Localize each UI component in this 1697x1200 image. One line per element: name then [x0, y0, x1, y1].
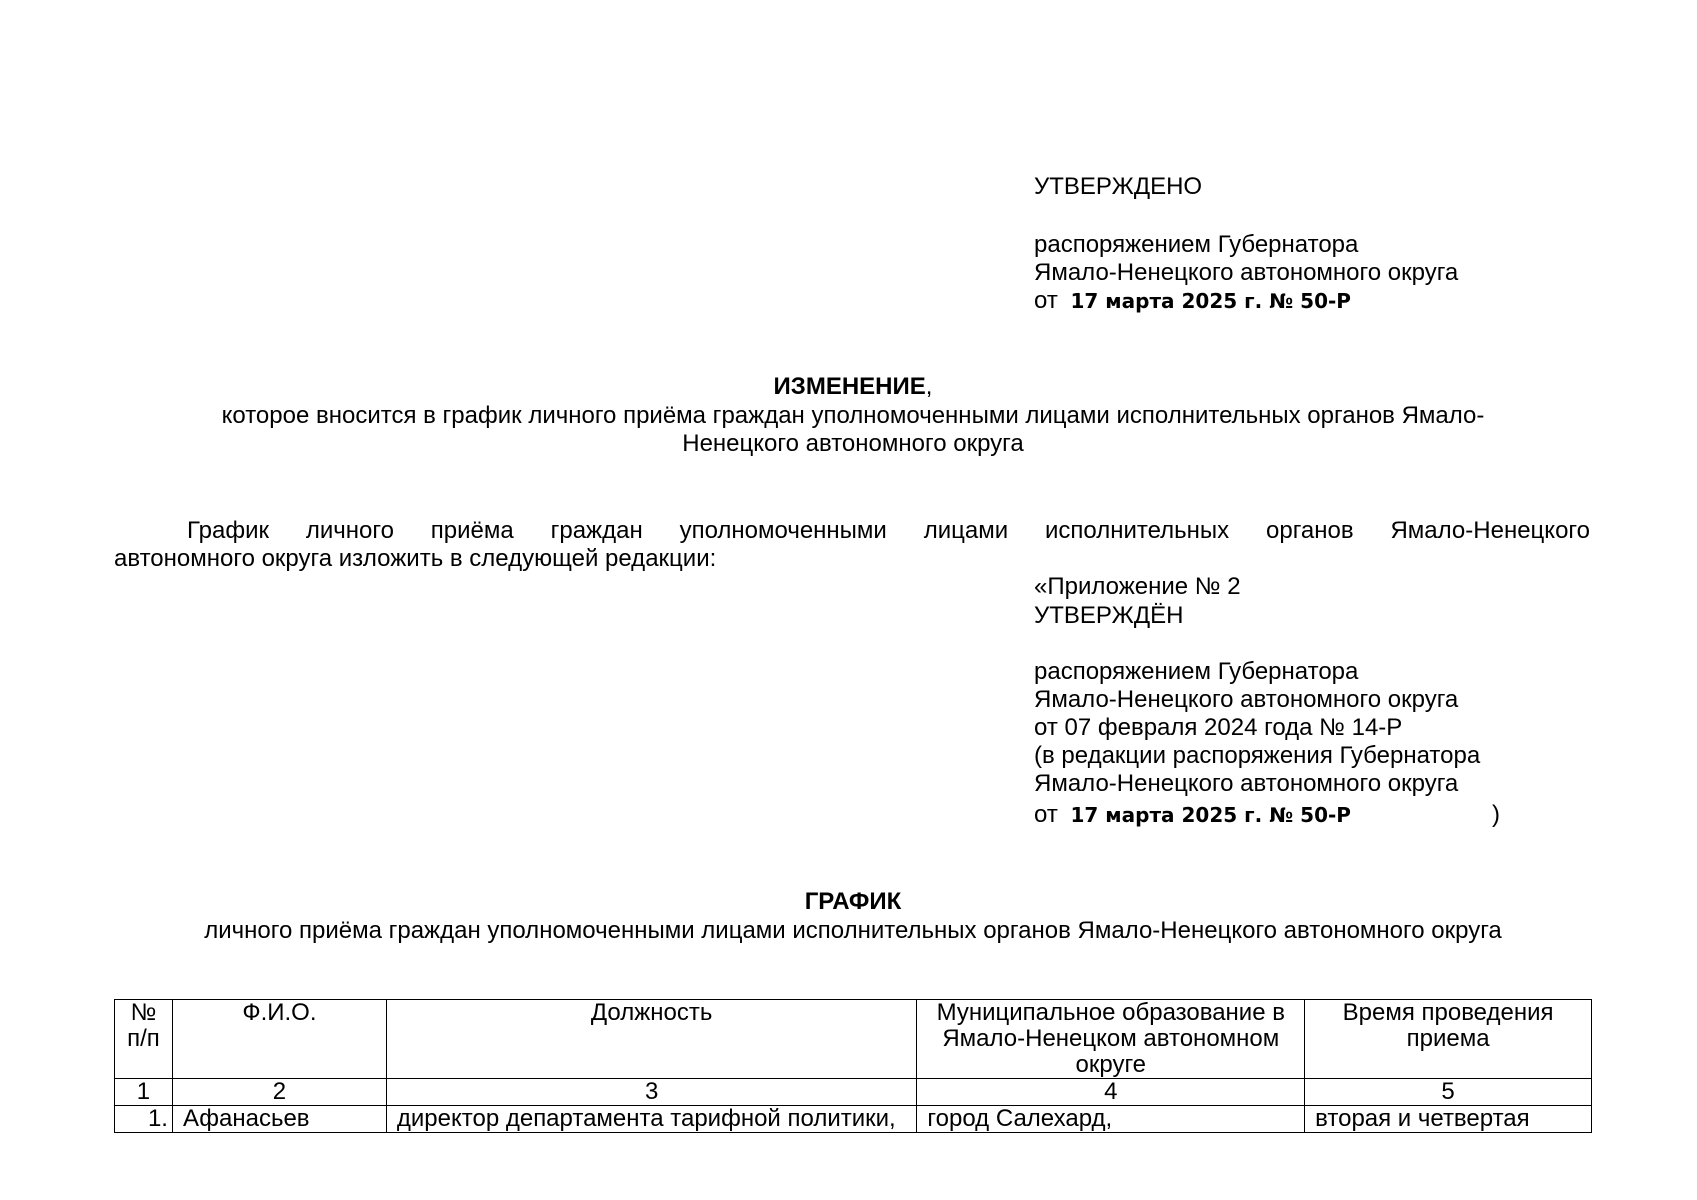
schedule-title: ГРАФИК [804, 888, 902, 915]
from-prefix: от [1034, 287, 1058, 314]
approval-date-line [1034, 287, 1351, 315]
column-number: 2 [172, 1079, 386, 1106]
change-subtitle-1: которое вносится в график личного приёма граждан уполномоченными лицами исполнительных органов Ямало- [221, 402, 1485, 429]
approval-title: УТВЕРЖДЕНО [1034, 173, 1203, 200]
row-position: директор департамента тарифной политики, [386, 1106, 917, 1133]
table-row [115, 1106, 1592, 1133]
column-number: 1 [115, 1079, 173, 1106]
header-position: Должность [386, 1000, 917, 1079]
column-number-row [115, 1079, 1592, 1106]
table-header-row [115, 1000, 1592, 1079]
change-title [114, 373, 1592, 401]
registration-stamp-2: 17 марта 2025 г. № 50-Р [1070, 803, 1351, 827]
header-time: Время проведения приема [1305, 1000, 1592, 1079]
approved-line-4: (в редакции распоряжения Губернатора [1034, 742, 1481, 769]
approved-line-5: Ямало-Ненецкого автономного округа [1034, 770, 1459, 797]
from-prefix-2: от [1034, 801, 1058, 828]
approval-line-1: распоряжением Губернатора [1034, 231, 1359, 258]
row-number: 1. [115, 1106, 173, 1133]
paragraph-line-1: График личного приёма граждан уполномоченными лицами исполнительных органов Ямало-Ненецкого [187, 517, 1590, 544]
approval-line-2: Ямало-Ненецкого автономного округа [1034, 259, 1459, 286]
schedule-subtitle: личного приёма граждан уполномоченными лицами исполнительных органов Ямало-Ненецкого автономного округа [204, 917, 1502, 944]
paragraph-line-2: автономного округа изложить в следующей редакции: [114, 545, 717, 572]
approved-date-line [1034, 801, 1351, 829]
approved-line-2: Ямало-Ненецкого автономного округа [1034, 686, 1459, 713]
column-number: 5 [1305, 1079, 1592, 1106]
row-time: вторая и четвертая [1305, 1106, 1592, 1133]
closing-paren: ) [1492, 801, 1500, 828]
appendix-label: «Приложение № 2 [1034, 573, 1241, 600]
schedule-table [114, 999, 1592, 1133]
change-title-text: ИЗМЕНЕНИЕ [773, 373, 926, 400]
approved-line-1: распоряжением Губернатора [1034, 658, 1359, 685]
row-municipality: город Салехард, [917, 1106, 1305, 1133]
change-subtitle-2: Ненецкого автономного округа [682, 430, 1024, 457]
registration-stamp: 17 марта 2025 г. № 50-Р [1070, 289, 1351, 313]
column-number: 4 [917, 1079, 1305, 1106]
header-municipality: Муниципальное образование в Ямало-Ненецком автономном округе [917, 1000, 1305, 1079]
row-name: Афанасьев [172, 1106, 386, 1133]
header-name: Ф.И.О. [172, 1000, 386, 1079]
approved-title: УТВЕРЖДЁН [1034, 602, 1184, 629]
column-number: 3 [386, 1079, 917, 1106]
approved-line-3: от 07 февраля 2024 года № 14-Р [1034, 714, 1403, 741]
change-title-comma: , [925, 373, 933, 400]
header-number: № п/п [115, 1000, 173, 1079]
